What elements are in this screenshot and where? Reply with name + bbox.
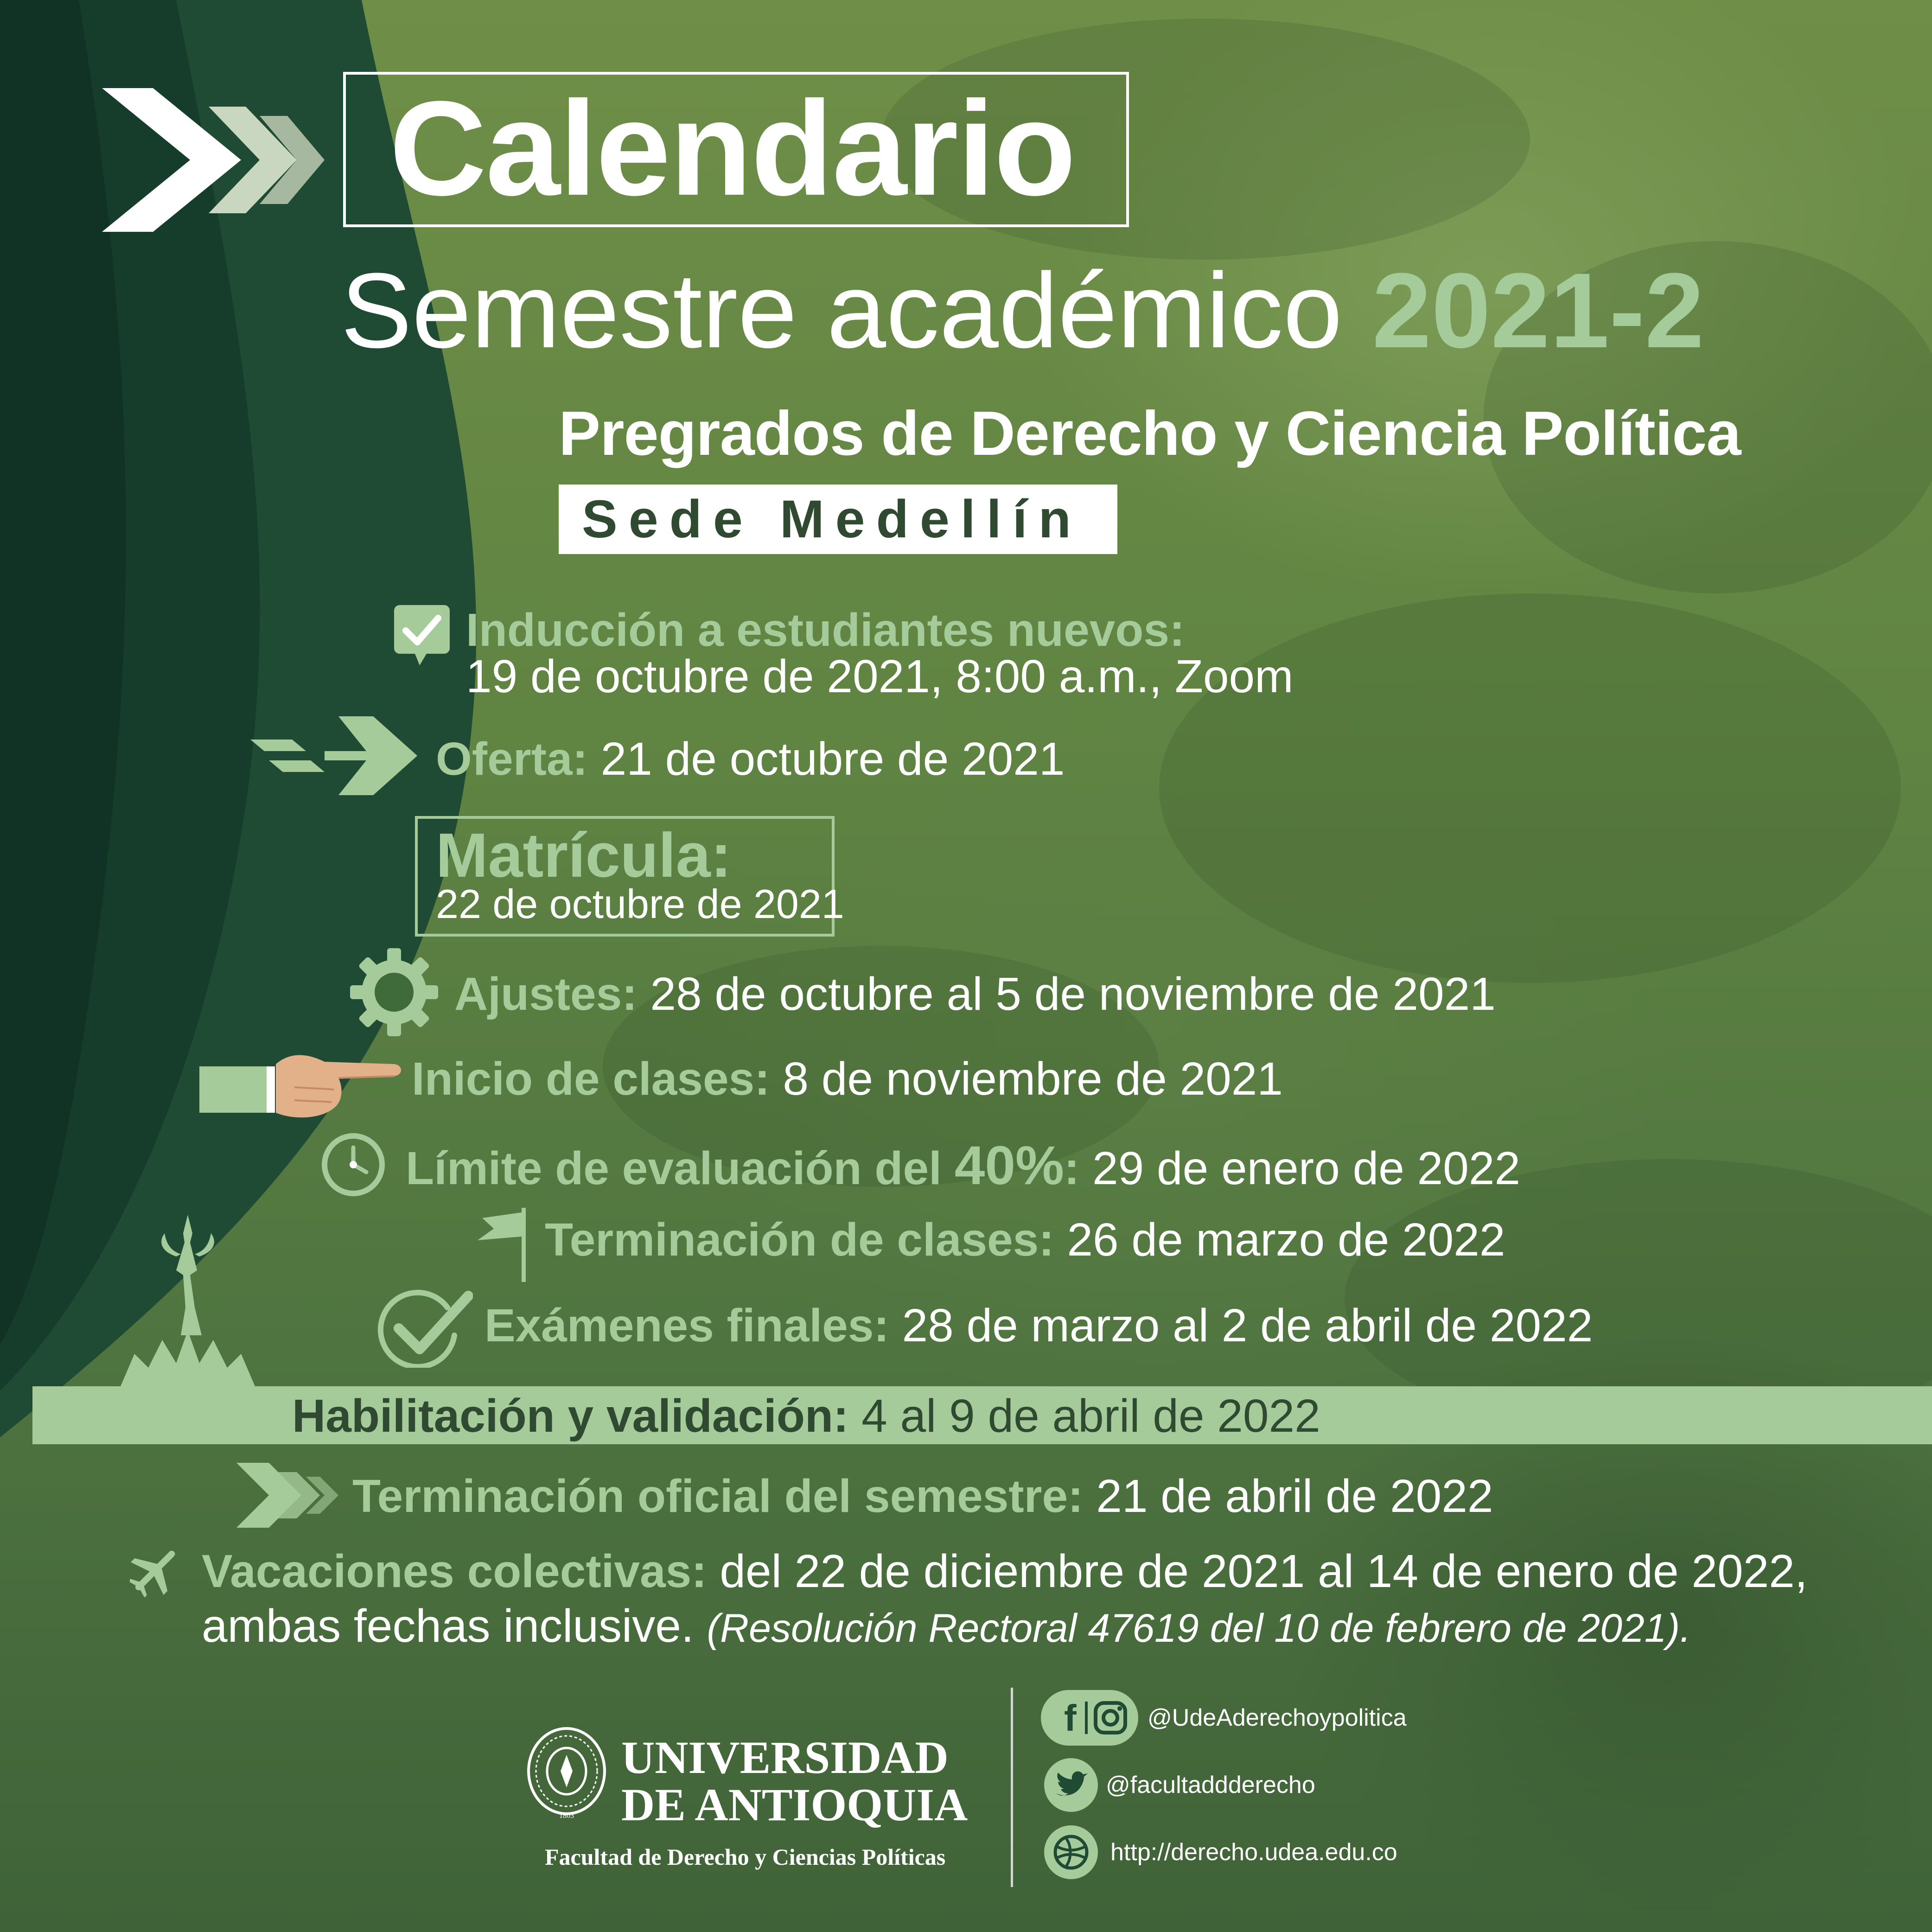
subtitle-text: Semestre académico bbox=[341, 251, 1343, 370]
terminacion-oficial-row bbox=[352, 1469, 1493, 1524]
pointing-hand-icon bbox=[199, 1046, 403, 1122]
social-facebook-instagram[interactable]: @UdeAderechoypolitica bbox=[1148, 1704, 1407, 1731]
facebook-instagram-icon[interactable] bbox=[1041, 1690, 1138, 1746]
check-box-icon bbox=[394, 605, 450, 668]
limite-label: Límite de evaluación del bbox=[406, 1142, 942, 1194]
oferta-label: Oferta: bbox=[436, 733, 588, 785]
examenes-row bbox=[485, 1298, 1593, 1353]
ajustes-label: Ajustes: bbox=[454, 968, 638, 1020]
monument-silhouette-icon bbox=[121, 1215, 255, 1391]
matricula-label: Matrícula: bbox=[436, 820, 732, 890]
page-title: Calendario bbox=[389, 73, 1075, 223]
university-seal-icon bbox=[526, 1727, 607, 1820]
induction-date: 19 de octubre de 2021, 8:00 a.m., Zoom bbox=[466, 650, 1294, 702]
seal-year: 1803 bbox=[559, 1812, 574, 1820]
examenes-date: 28 de marzo al 2 de abril de 2022 bbox=[902, 1300, 1593, 1352]
flag-icon bbox=[473, 1208, 529, 1282]
examenes-label: Exámenes finales: bbox=[485, 1300, 889, 1352]
terminacion-clases-date: 26 de marzo de 2022 bbox=[1067, 1214, 1505, 1266]
university-line-2: DE ANTIOQUIA bbox=[621, 1779, 968, 1830]
limite-row bbox=[406, 1135, 1521, 1196]
university-name bbox=[621, 1734, 968, 1829]
oferta-date: 21 de octubre de 2021 bbox=[600, 733, 1065, 785]
ajustes-row bbox=[454, 967, 1496, 1021]
limite-date: 29 de enero de 2022 bbox=[1092, 1142, 1521, 1194]
terminacion-oficial-label: Terminación oficial del semestre: bbox=[352, 1470, 1084, 1522]
university-line-1: UNIVERSIDAD bbox=[621, 1732, 949, 1783]
vacaciones-note: (Resolución Rectoral 47619 del 10 de febrero de 2021). bbox=[707, 1606, 1691, 1651]
limite-colon: : bbox=[1064, 1142, 1080, 1194]
program-title: Pregrados de Derecho y Ciencia Política bbox=[559, 398, 1741, 468]
oferta-row bbox=[436, 732, 1065, 786]
chevrons-right-icon bbox=[102, 88, 325, 232]
semester-subtitle bbox=[341, 250, 1704, 371]
habilitacion-label: Habilitación y validación: bbox=[292, 1390, 849, 1442]
terminacion-oficial-date: 21 de abril de 2022 bbox=[1096, 1470, 1493, 1522]
ajustes-date: 28 de octubre al 5 de noviembre de 2021 bbox=[650, 968, 1496, 1020]
campus-badge: Sede Medellín bbox=[559, 485, 1117, 554]
inicio-date: 8 de noviembre de 2021 bbox=[783, 1053, 1283, 1105]
matricula-date: 22 de octubre de 2021 bbox=[436, 881, 844, 927]
globe-icon[interactable] bbox=[1043, 1824, 1099, 1880]
subtitle-year: 2021-2 bbox=[1372, 251, 1704, 370]
check-circle-icon bbox=[376, 1287, 473, 1368]
vacaciones-label: Vacaciones colectivas: bbox=[202, 1545, 707, 1597]
limite-percent: 40% bbox=[954, 1135, 1064, 1196]
social-website[interactable]: http://derecho.udea.edu.co bbox=[1110, 1839, 1397, 1866]
faculty-name: Facultad de Derecho y Ciencias Políticas bbox=[545, 1844, 946, 1870]
habilitacion-row bbox=[292, 1389, 1320, 1443]
inicio-row bbox=[412, 1052, 1283, 1106]
terminacion-clases-label: Terminación de clases: bbox=[545, 1214, 1054, 1266]
vacaciones-date: del 22 de diciembre de 2021 al 14 de enero de 2022, bbox=[720, 1545, 1808, 1597]
double-chevron-icon bbox=[236, 1463, 338, 1528]
social-twitter[interactable]: @facultaddderecho bbox=[1106, 1772, 1315, 1798]
vacaciones-inclusive: ambas fechas inclusive. bbox=[202, 1600, 694, 1652]
terminacion-clases-row bbox=[545, 1212, 1505, 1267]
airplane-icon bbox=[130, 1544, 181, 1597]
gear-icon bbox=[350, 948, 438, 1036]
vacaciones-row-2 bbox=[202, 1599, 1691, 1656]
clock-icon bbox=[320, 1131, 387, 1199]
footer-divider bbox=[1011, 1688, 1013, 1887]
habilitacion-date: 4 al 9 de abril de 2022 bbox=[861, 1390, 1320, 1442]
facebook-icon: f bbox=[1064, 1697, 1077, 1739]
twitter-icon[interactable] bbox=[1043, 1757, 1099, 1813]
vacaciones-row bbox=[202, 1544, 1808, 1599]
arrow-right-icon bbox=[250, 716, 417, 795]
inicio-label: Inicio de clases: bbox=[412, 1053, 770, 1105]
induction-label: Inducción a estudiantes nuevos: bbox=[466, 604, 1185, 656]
